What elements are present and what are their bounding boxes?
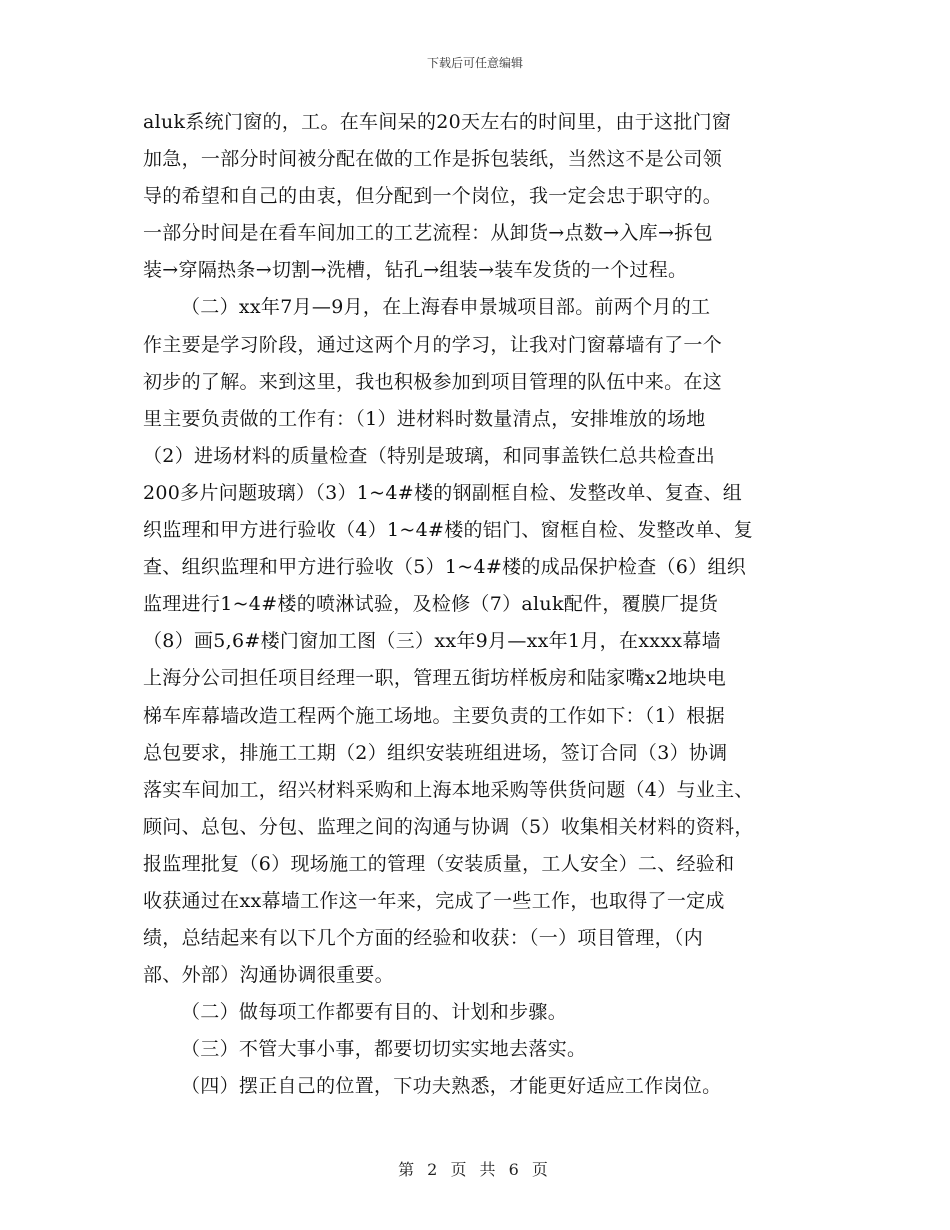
text-line: 里主要负责做的工作有：（1）进材料时数量清点，安排堆放的场地 (143, 407, 706, 430)
text-line: 总包要求，排施工工期（2）组织安装班组进场，签订合同（3）协调 (143, 741, 728, 764)
text-line: 作主要是学习阶段，通过这两个月的学习，让我对门窗幕墙有了一个 (143, 333, 723, 356)
document-body (143, 104, 823, 1106)
text-line: （2）进场材料的质量检查（特别是玻璃，和同事盖铁仁总共检查出 (143, 444, 716, 467)
text-line: 200多片问题玻璃）（3）1~4#楼的钢副框自检、发整改单、复查、组 (143, 481, 743, 504)
text-line: 导的希望和自己的由衷，但分配到一个岗位，我一定会忠于职守的。 (143, 185, 723, 208)
text-line: （二）xx年7月—9月，在上海春申景城项目部。前两个月的工 (181, 296, 711, 319)
text-line: 加急，一部分时间被分配在做的工作是拆包装纸，当然这不是公司领 (143, 148, 723, 171)
text-line: 查、组织监理和甲方进行验收（5）1~4#楼的成品保护检查（6）组织 (143, 556, 747, 579)
text-line: 一部分时间是在看车间加工的工艺流程：从卸货→点数→入库→拆包 (143, 222, 713, 245)
text-line: 上海分公司担任项目经理一职，管理五街坊样板房和陆家嘴x2地块电 (143, 667, 727, 690)
text-line: （四）摆正自己的位置，下功夫熟悉，才能更好适应工作岗位。 (181, 1075, 722, 1098)
text-line: 收获通过在xx幕墙工作这一年来，完成了一些工作，也取得了一定成 (143, 889, 725, 912)
text-line: 监理进行1~4#楼的喷淋试验，及检修（7）aluk配件，覆膜厂提货 (143, 593, 719, 616)
text-line: （二）做每项工作都要有目的、计划和步骤。 (181, 1001, 568, 1024)
text-line: 部、外部）沟通协调很重要。 (143, 964, 394, 987)
text-line: 顾问、总包、分包、监理之间的沟通与协调（5）收集相关材料的资料， (143, 815, 754, 838)
page-header: 下载后可任意编辑 (426, 56, 523, 70)
text-line: 装→穿隔热条→切割→洗槽，钻孔→组装→装车发货的一个过程。 (143, 259, 688, 282)
text-line: 落实车间加工，绍兴材料采购和上海本地采购等供货问题（4）与业主、 (143, 778, 754, 801)
text-line: 报监理批复（6）现场施工的管理（安装质量，工人安全）二、经验和 (143, 852, 735, 875)
text-line: 绩，总结起来有以下几个方面的经验和收获：（一）项目管理，（内 (143, 927, 704, 950)
text-line: （8）画5,6#楼门窗加工图（三）xx年9月—xx年1月，在xxxx幕墙 (143, 630, 721, 653)
text-line: 初步的了解。来到这里，我也积极参加到项目管理的队伍中来。在这 (143, 370, 723, 393)
page-number: 第 2 页 共 6 页 (398, 1160, 552, 1179)
text-line: aluk系统门窗的，工。在车间呆的20天左右的时间里，由于这批门窗 (143, 111, 732, 133)
text-line: （三）不管大事小事，都要切切实实地去落实。 (181, 1038, 587, 1061)
text-line: 梯车库幕墙改造工程两个施工场地。主要负责的工作如下：（1）根据 (143, 704, 725, 727)
text-line: 织监理和甲方进行验收（4）1~4#楼的铝门、窗框自检、发整改单、复 (143, 519, 754, 542)
